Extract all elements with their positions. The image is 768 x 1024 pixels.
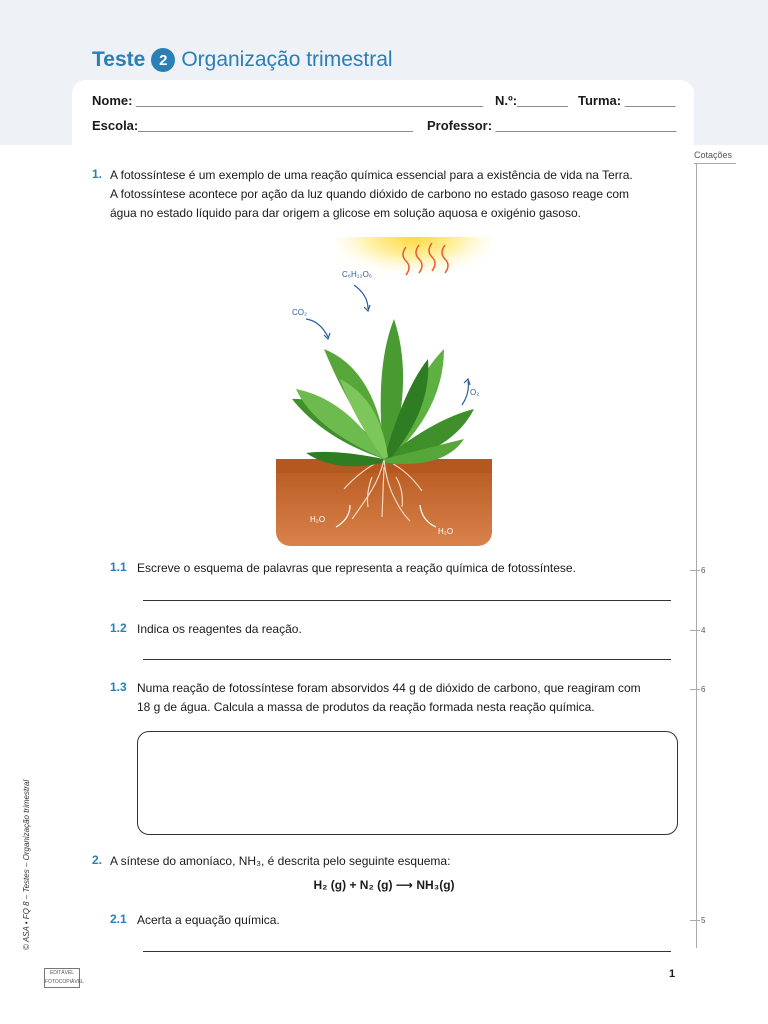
q2-text: A síntese do amoníaco, NH₃, é descrita pelo seguinte esquema: [110,854,451,868]
cotacoes-rule-top [694,163,736,164]
answer-line[interactable] [143,600,671,601]
student-id-box [72,80,694,146]
page-number: 1 [669,968,676,980]
q1-2-text: Indica os reagentes da reação. [137,622,302,636]
title-number-badge: 2 [151,48,175,72]
cotacao-value: 6 [701,685,706,694]
editavel-logo [44,968,84,988]
q1-text-line: água no estado líquido para dar origem a glicose em solução aquosa e oxigénio gasoso. [110,206,581,220]
q1-1-text: Escreve o esquema de palavras que representa a reação química de fotossíntese. [137,561,576,575]
h2o-label-left: H₂O [310,515,326,524]
q1-number: 1. [92,167,103,181]
ammonia-equation: H₂ (g) + N₂ (g) ⟶ NH₃(g) [313,878,455,892]
arrow-icon [462,381,468,405]
arrowhead-icon [464,379,470,385]
title-word: Teste [92,48,146,71]
q1-3-text-line: Numa reação de fotossíntese foram absorvidos 44 g de dióxido de carbono, que reagiram com [137,681,641,695]
q1-text-line: A fotossíntese é um exemplo de uma reação química essencial para a existência de vida na Terra. [110,168,633,182]
arrow-icon [306,319,328,337]
glucose-label: C₆H₁₂O₆ [342,270,373,279]
cotacao-value: 4 [701,626,706,635]
title-subtitle: Organização trimestral [181,48,393,71]
cotacao-tick [690,689,700,690]
cotacao-tick [690,630,700,631]
h2o-label-right: H₂O [438,527,454,536]
q1-3-text-line: 18 g de água. Calcula a massa de produtos da reação formada nesta reação química. [137,700,595,714]
cotacao-tick [690,570,700,571]
teacher-field[interactable]: Professor: _________________________ [427,118,677,133]
cotacao-value: 5 [701,916,706,925]
answer-line[interactable] [143,951,671,952]
q1-text-line: A fotossíntese acontece por ação da luz quando dióxido de carbono no estado gasoso reage com [110,187,630,201]
q1-2-number: 1.2 [110,621,127,635]
cotacao-tick [690,920,700,921]
q1-1-number: 1.1 [110,560,127,574]
co2-label: CO₂ [292,308,308,317]
name-field[interactable]: Nome: ________________________________________________ [92,93,484,108]
page-title [92,48,393,72]
school-field[interactable]: Escola:______________________________________ [92,118,413,133]
cotacoes-label: Cotações [694,150,733,160]
logo-line: FOTOCOPIÁVEL [45,979,84,985]
o2-label: O₂ [470,388,480,397]
q2-number: 2. [92,853,103,867]
copyright-side-text: © ASA • FQ 8 – Testes – Organização trimestral [22,779,31,950]
q2-1-number: 2.1 [110,912,127,926]
photosynthesis-illustration [276,237,492,546]
cotacao-value: 6 [701,566,706,575]
plant-leaves [292,319,474,466]
number-field[interactable]: N.º:_______ [495,93,568,108]
q2-1-text: Acerta a equação química. [137,913,280,927]
logo-line: EDITÁVEL [49,970,75,976]
answer-line[interactable] [143,659,671,660]
cotacoes-rule [696,163,697,948]
answer-box[interactable] [137,731,678,835]
q1-3-number: 1.3 [110,680,127,694]
class-field[interactable]: Turma: _______ [578,93,676,108]
